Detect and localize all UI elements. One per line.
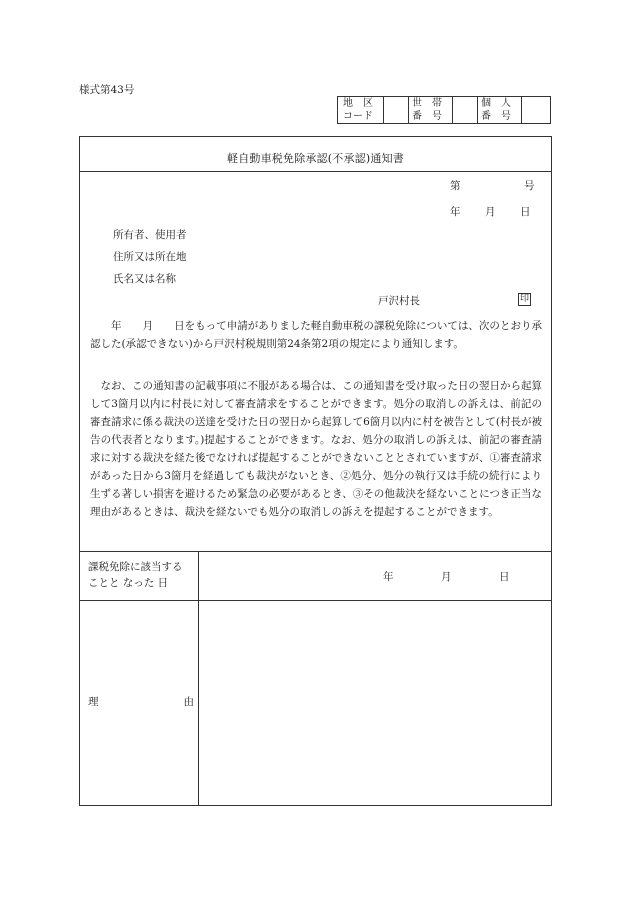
issue-month: 月 [485,206,496,218]
reason-label: 理 由 [88,696,194,708]
form-number: 様式第43号 [79,84,135,96]
exemption-day: 日 [499,571,510,583]
issuer-title: 戸沢村長 [378,295,420,307]
document-title: 軽自動車税免除承認(不承認)通知書 [227,152,404,165]
address-label: 住所又は所在地 [113,251,187,263]
code-table [337,96,551,124]
household-number-label: 世 帯 番 号 [412,98,442,122]
issue-day: 日 [520,206,531,218]
owner-user-label: 所有者、使用者 [113,229,187,241]
district-code-label: 地 区 コード [343,98,373,122]
appeal-instructions-paragraph: なお、この通知書の記載事項に不服がある場合は、この通知書を受け取った日の翌日から起算して3箇月以内に村長に対して審査請求をすることができます。処分の取消しの訴えは、前記の審査請求に係る裁決の送達を受けた日の翌日から起算して6箇月以内に村を被告として(村長が被告の代表者となります。)提起することができます。なお、処分の取消しの訴えは、前記の審査請求に対する裁決を経た後でなければ提起することができないこととされていますが、①審査請求があった日から3箇月を経過しても裁決がないとき、②処分、処分の執行又は手続の続行により生ずる著しい損害を避けるため緊急の必要があるとき、③その他裁決を経ないことにつき正当な理由があるときは、裁決を経ないでも処分の取消しの訴えを提起することができます。 [90,380,542,518]
seal-mark: 印 [519,294,529,304]
exemption-month: 月 [441,571,452,583]
notice-frame [79,136,552,806]
exemption-date-label: 課税免除に該当する ことと なった 日 [88,561,183,589]
name-label: 氏名又は名称 [113,273,176,285]
personal-number-label: 個 人 番 号 [481,98,511,122]
notice-body-paragraph: 年 月 日をもって申請がありました軽自動車税の課税免除については、次のとおり承認した(承認できない)から戸沢村税規則第24条第2項の規定により通知します。 [90,320,542,350]
number-suffix: 号 [524,180,535,192]
exemption-year: 年 [383,571,394,583]
issue-year: 年 [450,206,461,218]
number-prefix: 第 [450,180,461,192]
